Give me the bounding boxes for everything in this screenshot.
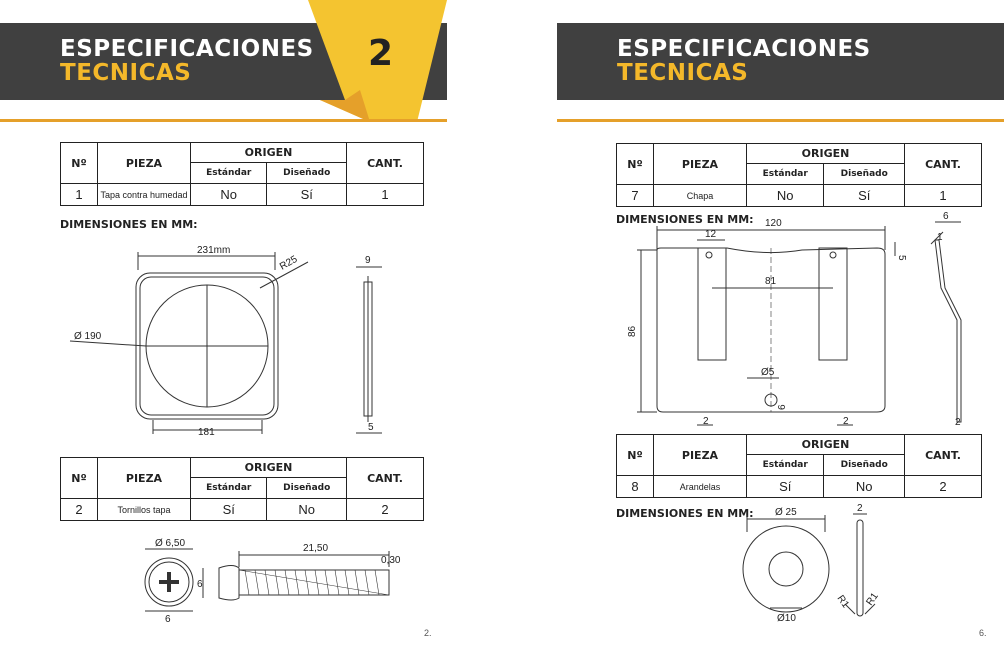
col-origin: ORIGEN [191,458,347,478]
col-num: Nº [617,435,654,476]
table-row [61,499,424,521]
dim-r2: R1 [864,590,881,608]
dim-radius: R25 [278,253,300,273]
cell-designed: No [824,476,905,498]
parts-table [60,457,424,521]
dim-r1: R1 [834,593,851,611]
cell-qty: 1 [347,184,424,206]
col-piece: PIEZA [98,458,191,499]
cell-standard: No [191,184,267,206]
cell-piece: Tapa contra humedad [98,184,191,206]
col-qty: CANT. [347,458,424,499]
dim-outer: Ø 25 [775,507,797,518]
screw-drawing [135,535,415,625]
title-line2: TECNICAS [617,60,749,86]
dim-inner: 181 [198,427,215,438]
page-number: 6. [979,628,987,638]
dim-thick: 2 [857,503,863,514]
col-standard: Estándar [191,163,267,184]
col-standard: Estándar [747,164,824,185]
dim-side-b: 2 [955,417,961,428]
col-piece: PIEZA [654,435,747,476]
parts-table [60,142,424,206]
dim-slot-off: 12 [705,229,717,240]
cell-qty: 1 [905,185,982,207]
col-designed: Diseñado [267,478,347,499]
chapter-number: 2 [368,33,394,74]
col-designed: Diseñado [824,164,905,185]
col-designed: Diseñado [824,455,905,476]
header-rule [557,119,1004,122]
dim-width: 120 [765,218,782,229]
table-row [617,185,982,207]
dim-top: 5 [896,255,907,261]
plate-drawing [627,210,977,432]
right-page [557,0,1004,650]
dim-edge-l: 2 [703,416,709,427]
dim-length: 21,50 [303,543,329,554]
col-origin: ORIGEN [191,143,347,163]
table-row [617,476,982,498]
col-standard: Estándar [747,455,824,476]
col-qty: CANT. [905,435,982,476]
cell-piece: Chapa [654,185,747,207]
cell-qty: 2 [347,499,424,521]
left-page [0,0,447,650]
title-line2: TECNICAS [60,60,192,86]
dim-side-w: 6 [943,211,949,222]
cell-qty: 2 [905,476,982,498]
dim-head-w: 6 [165,614,171,625]
washer-drawing [737,502,897,627]
dim-side-bottom: 5 [368,422,374,433]
page-number: 2. [424,628,432,638]
dim-hole-y: 6 [777,404,788,410]
title-line1: ESPECIFICACIONES [60,36,314,62]
cell-piece: Tornillos tapa [98,499,191,521]
cell-num: 7 [617,185,654,207]
cover-drawing [70,240,410,445]
dimensions-label: DIMENSIONES EN MM: [60,218,198,231]
dim-head-h: 6 [197,579,203,590]
cell-standard: Sí [191,499,267,521]
cell-num: 1 [61,184,98,206]
col-num: Nº [61,143,98,184]
header-rule [0,119,447,122]
cell-piece: Arandelas [654,476,747,498]
col-qty: CANT. [347,143,424,184]
col-piece: PIEZA [654,144,747,185]
parts-table [616,143,982,207]
cell-num: 2 [61,499,98,521]
dimensions-label: DIMENSIONES EN MM: [616,213,754,226]
cell-num: 8 [617,476,654,498]
table-row [61,184,424,206]
dim-height: 86 [627,325,638,337]
cell-designed: Sí [824,185,905,207]
cell-designed: No [267,499,347,521]
dim-width: 231mm [197,245,231,256]
dim-side-t: 1 [937,232,943,243]
col-num: Nº [61,458,98,499]
cell-designed: Sí [267,184,347,206]
col-origin: ORIGEN [747,435,905,455]
title-line1: ESPECIFICACIONES [617,36,871,62]
col-qty: CANT. [905,144,982,185]
dim-side-top: 9 [365,255,371,266]
cell-standard: No [747,185,824,207]
col-num: Nº [617,144,654,185]
parts-table [616,434,982,498]
cell-standard: Sí [747,476,824,498]
dim-tip: 0,30 [381,555,401,566]
dim-edge-r: 2 [843,416,849,427]
dim-hole: Ø5 [761,367,775,378]
col-origin: ORIGEN [747,144,905,164]
col-piece: PIEZA [98,143,191,184]
col-standard: Estándar [191,478,267,499]
dim-slot-span: 81 [765,276,777,287]
dimensions-label: DIMENSIONES EN MM: [616,507,754,520]
dim-diameter: Ø 190 [74,331,102,342]
dim-inner: Ø10 [777,613,796,624]
dim-head-d: Ø 6,50 [155,538,186,549]
col-designed: Diseñado [267,163,347,184]
